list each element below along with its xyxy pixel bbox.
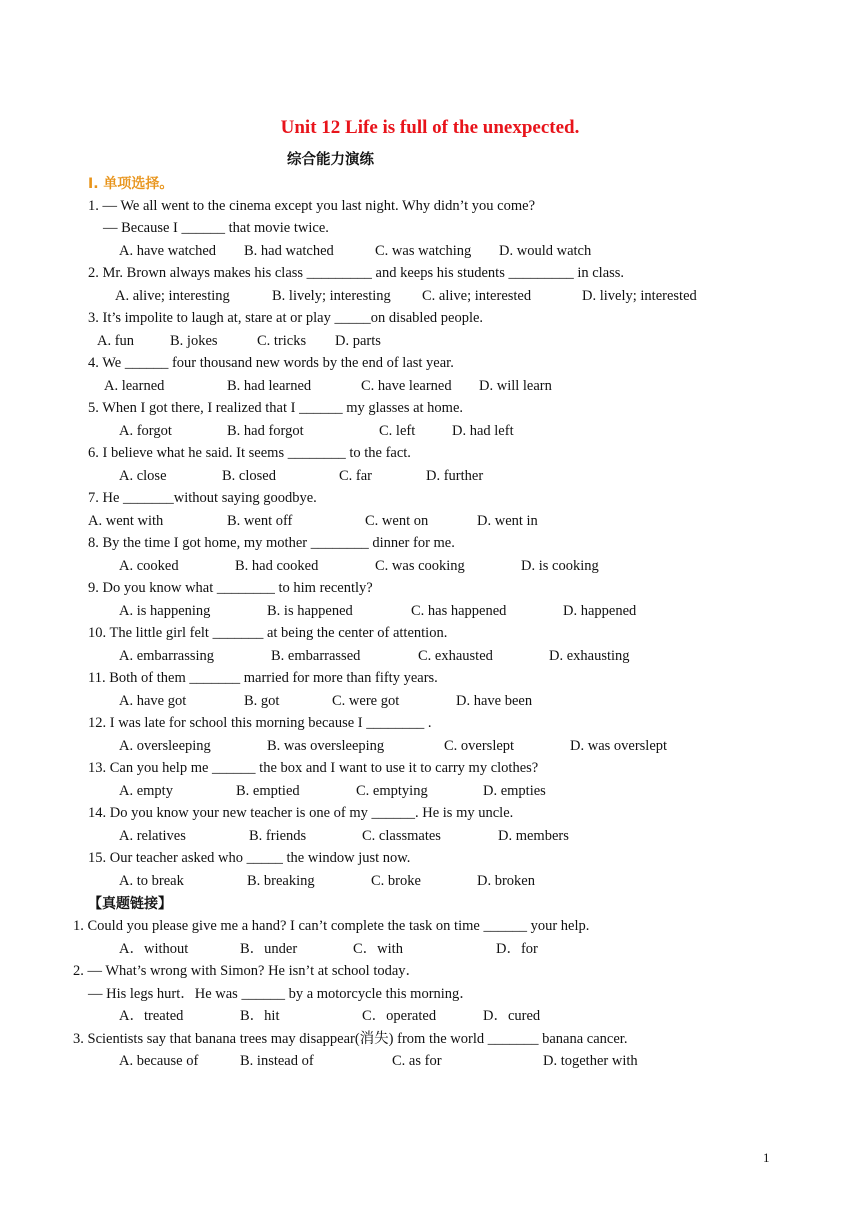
question-3-option-a: A. fun (97, 333, 135, 349)
question-14-stem-line: 14. Do you know your new teacher is one of my ______. He is my uncle. (88, 805, 514, 821)
question-8-option-d: D. is cooking (521, 558, 599, 574)
question-5-stem-line: 5. When I got there, I realized that I ______ my glasses at home. (88, 400, 464, 416)
question-1-option-c: C. was watching (375, 243, 472, 259)
question-3-option-c: C. tricks (257, 333, 307, 349)
question-14-option-c: C. classmates (362, 828, 441, 844)
question-10-option-c: C. exhausted (418, 648, 493, 664)
question-1-stem-line: 1. — We all went to the cinema except you last night. Why didn’t you come? (88, 198, 536, 214)
question-3-stem-line: 3. It’s impolite to laugh at, stare at or play _____on disabled people. (88, 310, 484, 326)
question-9-option-a: A. is happening (119, 603, 211, 619)
question-2-option-a: A. alive; interesting (115, 288, 230, 304)
question-2-option-d: D. lively; interested (582, 288, 697, 304)
question-8-option-b: B. had cooked (235, 558, 319, 574)
real-question-2-option-c: C．operated (362, 1008, 437, 1024)
question-1-stem-line: — Because I ______ that movie twice. (103, 220, 329, 236)
question-9-option-c: C. has happened (411, 603, 507, 619)
section-heading-multiple-choice: I. 单项选择。 (88, 176, 174, 192)
question-7-option-c: C. went on (365, 513, 429, 529)
question-4-option-d: D. will learn (479, 378, 552, 394)
question-5-option-a: A. forgot (119, 423, 172, 439)
question-1-option-b: B. had watched (244, 243, 334, 259)
question-11-option-d: D. have been (456, 693, 533, 709)
question-6-option-b: B. closed (222, 468, 276, 484)
question-10-option-b: B. embarrassed (271, 648, 361, 664)
real-question-3-option-c: C. as for (392, 1053, 442, 1069)
question-10-option-a: A. embarrassing (119, 648, 215, 664)
question-3-option-d: D. parts (335, 333, 381, 349)
question-5-option-b: B. had forgot (227, 423, 304, 439)
page-number: 1 (763, 1150, 770, 1165)
question-4-option-a: A. learned (104, 378, 165, 394)
question-14-option-b: B. friends (249, 828, 307, 844)
question-15-option-d: D. broken (477, 873, 535, 889)
question-13-option-b: B. emptied (236, 783, 300, 799)
page-subtitle: 综合能力演练 (287, 152, 374, 168)
question-9-option-d: D. happened (563, 603, 637, 619)
real-question-3-option-a: A. because of (119, 1053, 199, 1069)
question-14-option-a: A. relatives (119, 828, 186, 844)
question-15-option-c: C. broke (371, 873, 421, 889)
question-4-option-c: C. have learned (361, 378, 452, 394)
question-5-option-d: D. had left (452, 423, 514, 439)
question-6-stem-line: 6. I believe what he said. It seems ________ to the fact. (88, 445, 411, 461)
question-6-option-d: D. further (426, 468, 484, 484)
page-title: Unit 12 Life is full of the unexpected. (280, 117, 580, 138)
question-7-option-b: B. went off (227, 513, 293, 529)
real-question-2-option-d: D．cured (483, 1008, 541, 1024)
question-14-option-d: D. members (498, 828, 569, 844)
question-13-option-a: A. empty (119, 783, 173, 799)
question-2-option-b: B. lively; interesting (272, 288, 391, 304)
question-15-option-a: A. to break (119, 873, 184, 889)
question-4-option-b: B. had learned (227, 378, 312, 394)
real-question-2-option-b: B．hit (240, 1008, 280, 1024)
real-question-1-option-a: A．without (119, 941, 189, 957)
real-question-3-stem-line: 3. Scientists say that banana trees may disappear(消失) from the world _______ banana cancer. (73, 1031, 628, 1047)
question-6-option-a: A. close (119, 468, 167, 484)
section-heading-real-questions: 【真题链接】 (88, 896, 172, 912)
real-question-1-option-d: D．for (496, 941, 538, 957)
real-question-3-option-d: D. together with (543, 1053, 638, 1069)
question-11-option-b: B. got (244, 693, 280, 709)
real-question-1-option-c: C．with (353, 941, 403, 957)
question-15-option-b: B. breaking (247, 873, 315, 889)
question-6-option-c: C. far (339, 468, 373, 484)
question-12-option-d: D. was overslept (570, 738, 668, 754)
question-2-option-c: C. alive; interested (422, 288, 532, 304)
question-9-option-b: B. is happened (267, 603, 353, 619)
question-12-stem-line: 12. I was late for school this morning because I ________ . (88, 715, 432, 731)
question-12-option-c: C. overslept (444, 738, 515, 754)
question-4-stem-line: 4. We ______ four thousand new words by the end of last year. (88, 355, 454, 371)
question-12-option-b: B. was oversleeping (267, 738, 385, 754)
question-10-option-d: D. exhausting (549, 648, 630, 664)
real-question-3-option-b: B. instead of (240, 1053, 314, 1069)
real-question-1-option-b: B．under (240, 941, 298, 957)
question-9-stem-line: 9. Do you know what ________ to him recently? (88, 580, 373, 596)
question-11-stem-line: 11. Both of them _______ married for more than fifty years. (88, 670, 438, 686)
real-question-2-option-a: A．treated (119, 1008, 184, 1024)
question-2-stem-line: 2. Mr. Brown always makes his class _________ and keeps his students _________ in class. (88, 265, 625, 281)
question-15-stem-line: 15. Our teacher asked who _____ the window just now. (88, 850, 411, 866)
question-8-option-a: A. cooked (119, 558, 179, 574)
question-11-option-c: C. were got (332, 693, 400, 709)
real-question-1-stem-line: 1. Could you please give me a hand? I can’t complete the task on time ______ your help. (73, 918, 590, 934)
question-8-option-c: C. was cooking (375, 558, 465, 574)
question-1-option-d: D. would watch (499, 243, 592, 259)
question-8-stem-line: 8. By the time I got home, my mother ________ dinner for me. (88, 535, 455, 551)
question-3-option-b: B. jokes (170, 333, 218, 349)
question-13-stem-line: 13. Can you help me ______ the box and I want to use it to carry my clothes? (88, 760, 539, 776)
question-12-option-a: A. oversleeping (119, 738, 211, 754)
question-10-stem-line: 10. The little girl felt _______ at being the center of attention. (88, 625, 448, 641)
question-13-option-d: D. empties (483, 783, 546, 799)
question-1-option-a: A. have watched (119, 243, 217, 259)
real-question-2-stem-line: 2. — What’s wrong with Simon? He isn’t at school today． (73, 963, 421, 979)
question-13-option-c: C. emptying (356, 783, 428, 799)
question-11-option-a: A. have got (119, 693, 187, 709)
real-question-2-stem-line: — His legs hurt．He was ______ by a motorcycle this morning． (88, 986, 474, 1002)
question-5-option-c: C. left (379, 423, 416, 439)
question-7-stem-line: 7. He _______without saying goodbye. (88, 490, 317, 506)
question-7-option-a: A. went with (88, 513, 164, 529)
question-7-option-d: D. went in (477, 513, 538, 529)
